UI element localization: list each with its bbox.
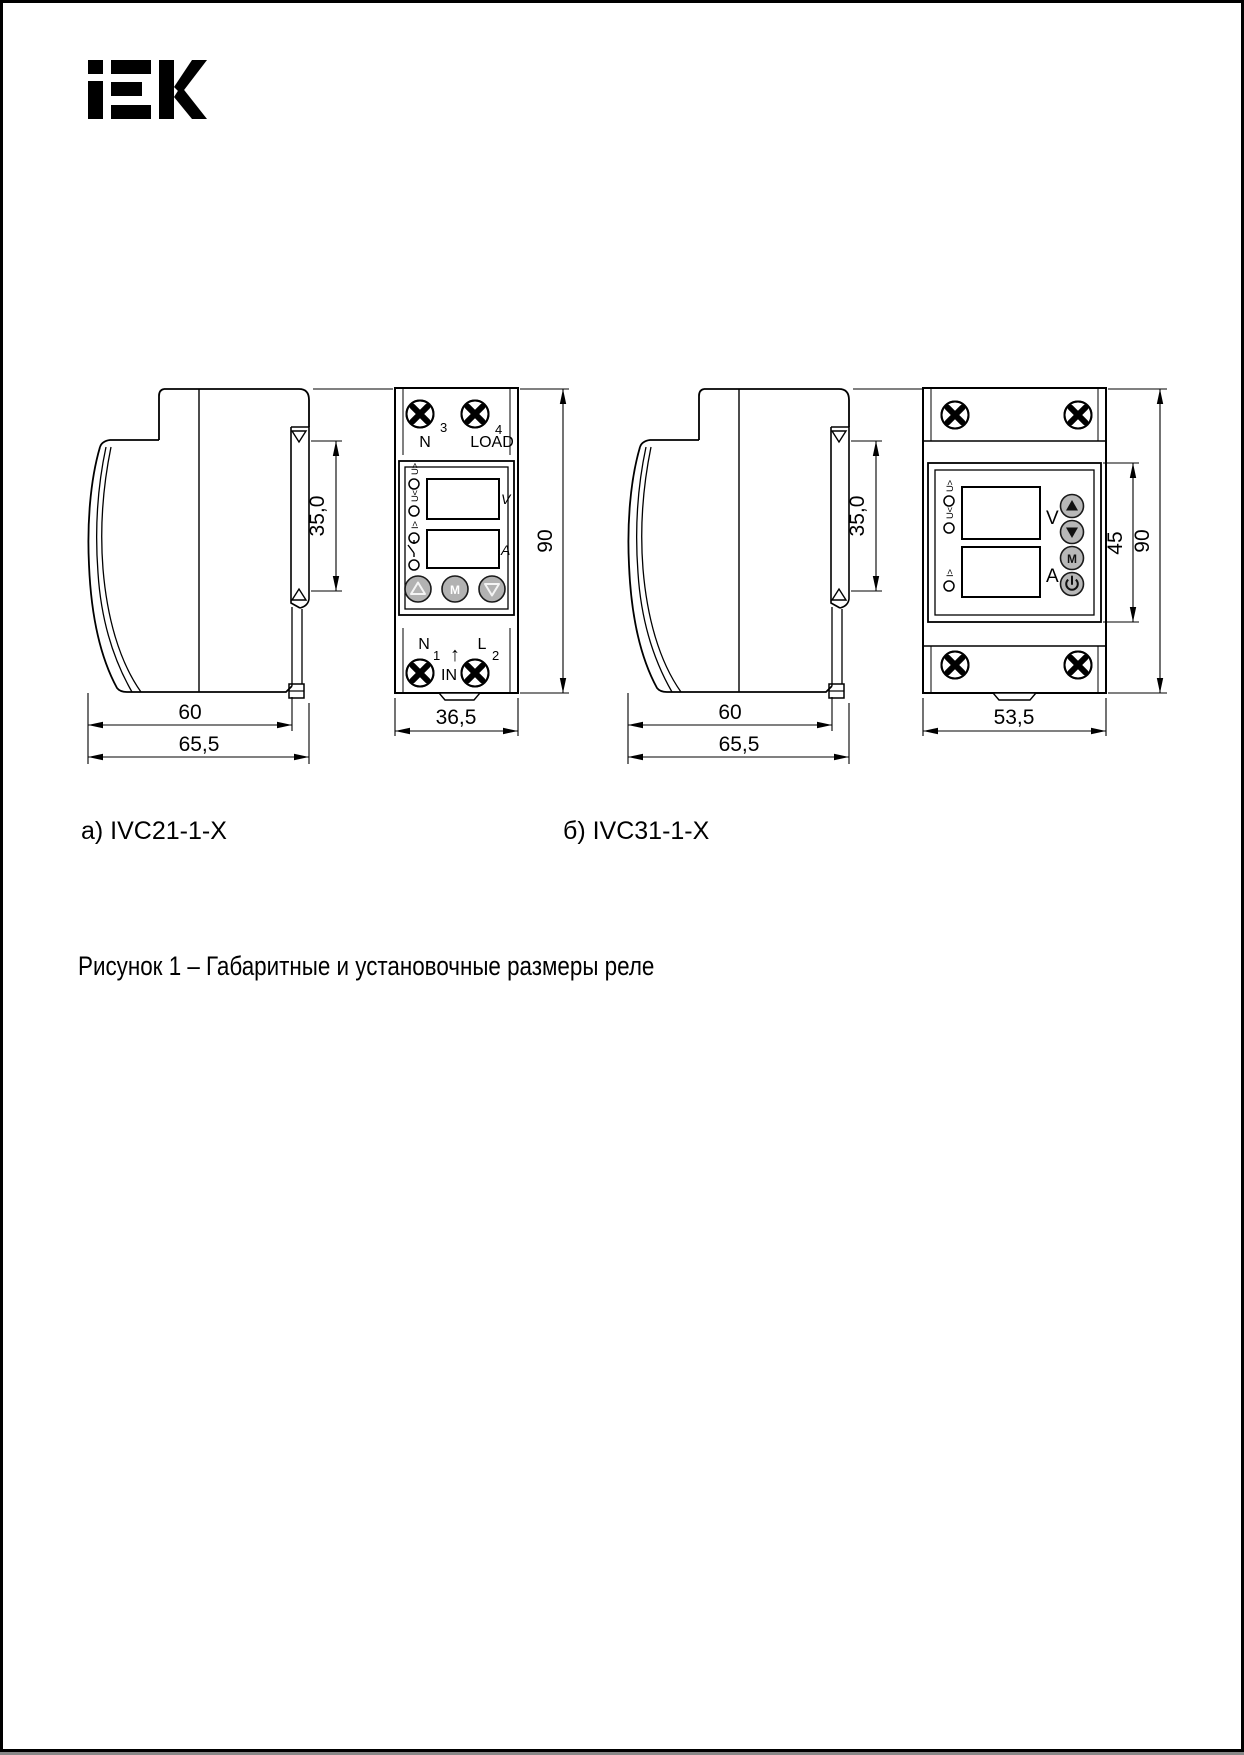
control-buttons (405, 576, 505, 602)
led-label-u-over: U> (410, 463, 421, 475)
dim-rail-a: 35,0 (306, 495, 329, 537)
led-label-u-over: U> (945, 480, 956, 492)
led-relay-state (409, 560, 419, 570)
figure-caption: Рисунок 1 – Габаритные и установочные размеры реле (78, 952, 655, 982)
led-under-voltage (409, 506, 419, 516)
terminal-l-label: L (477, 636, 487, 653)
figure-b-label: б) IVC31-1-X (563, 817, 710, 845)
figure-b-side-view (718, 496, 869, 756)
terminal-n-label: N (419, 434, 431, 451)
terminal-load-label: LOAD (470, 434, 514, 451)
logo-k-bar (159, 60, 174, 119)
logo-e-mid (111, 82, 142, 96)
bottom-clip-tab (993, 693, 1036, 700)
dim-depth-total-a: 65,5 (178, 733, 220, 756)
in-label: IN (441, 667, 457, 684)
led-label-i-over: I> (945, 569, 956, 577)
current-unit-label: A (1046, 566, 1059, 587)
led-over-current (944, 581, 954, 591)
bottom-clip-tab (439, 693, 480, 700)
current-display (427, 530, 499, 568)
terminal-num-4: 4 (495, 422, 503, 437)
screw-terminal-1 (407, 660, 434, 687)
led-label-i-over: I> (410, 521, 421, 529)
screw-top-right (1065, 402, 1092, 429)
led-label-u-under: U< (410, 490, 421, 502)
screw-terminal-2 (462, 660, 489, 687)
screw-bottom-left (942, 652, 969, 679)
terminal-num-3: 3 (440, 420, 448, 435)
current-unit-label: A (501, 542, 511, 558)
figure-a-label: а) IVC21-1-X (81, 817, 227, 845)
logo-k-upper (174, 60, 207, 94)
terminal-n-bottom-label: N (418, 636, 430, 653)
figure-drawing (3, 3, 1244, 1755)
voltage-display (427, 479, 499, 519)
voltage-display (962, 487, 1040, 539)
logo-k-lower (174, 86, 207, 119)
led-over-voltage (944, 496, 954, 506)
led-over-voltage (409, 479, 419, 489)
dim-width-a: 36,5 (435, 706, 477, 729)
terminal-num-1: 1 (433, 648, 441, 663)
screw-terminal-4 (462, 401, 489, 428)
screw-terminal-3 (407, 401, 434, 428)
dim-height-a: 90 (534, 529, 557, 553)
dim-rail-b: 35,0 (846, 495, 869, 537)
dim-depth-total-b: 65,5 (718, 733, 760, 756)
iek-logo (88, 60, 207, 119)
led-under-voltage (944, 523, 954, 533)
screw-top-left (942, 402, 969, 429)
figure-a-front-view (395, 388, 569, 736)
voltage-unit-label: V (1046, 508, 1059, 529)
logo-i-bar (88, 81, 103, 119)
terminal-num-2: 2 (492, 648, 500, 663)
logo-e-bottom (111, 105, 151, 119)
down-button (479, 576, 505, 602)
logo-e-top (111, 60, 151, 74)
input-arrow-icon: ↑ (450, 644, 460, 666)
led-label-u-under: U< (945, 507, 956, 519)
figure-a-side-view (88, 389, 393, 764)
up-button (405, 576, 431, 602)
dim-height-b: 90 (1131, 529, 1154, 553)
figure-b-side-view-geom (628, 389, 933, 764)
voltage-unit-label: V (501, 491, 511, 507)
dim-width-b: 53,5 (993, 706, 1035, 729)
mode-button-label: M (450, 583, 460, 597)
dim-depth-body-a: 60 (178, 701, 202, 724)
mode-button-label: M (1067, 552, 1077, 566)
logo-i-dot (88, 60, 103, 74)
current-display (962, 547, 1040, 597)
figure-b-front-view (923, 388, 1167, 736)
screw-bottom-right (1065, 652, 1092, 679)
dim-depth-body-b: 60 (718, 701, 742, 724)
dim-panel-height-b: 45 (1104, 531, 1127, 555)
